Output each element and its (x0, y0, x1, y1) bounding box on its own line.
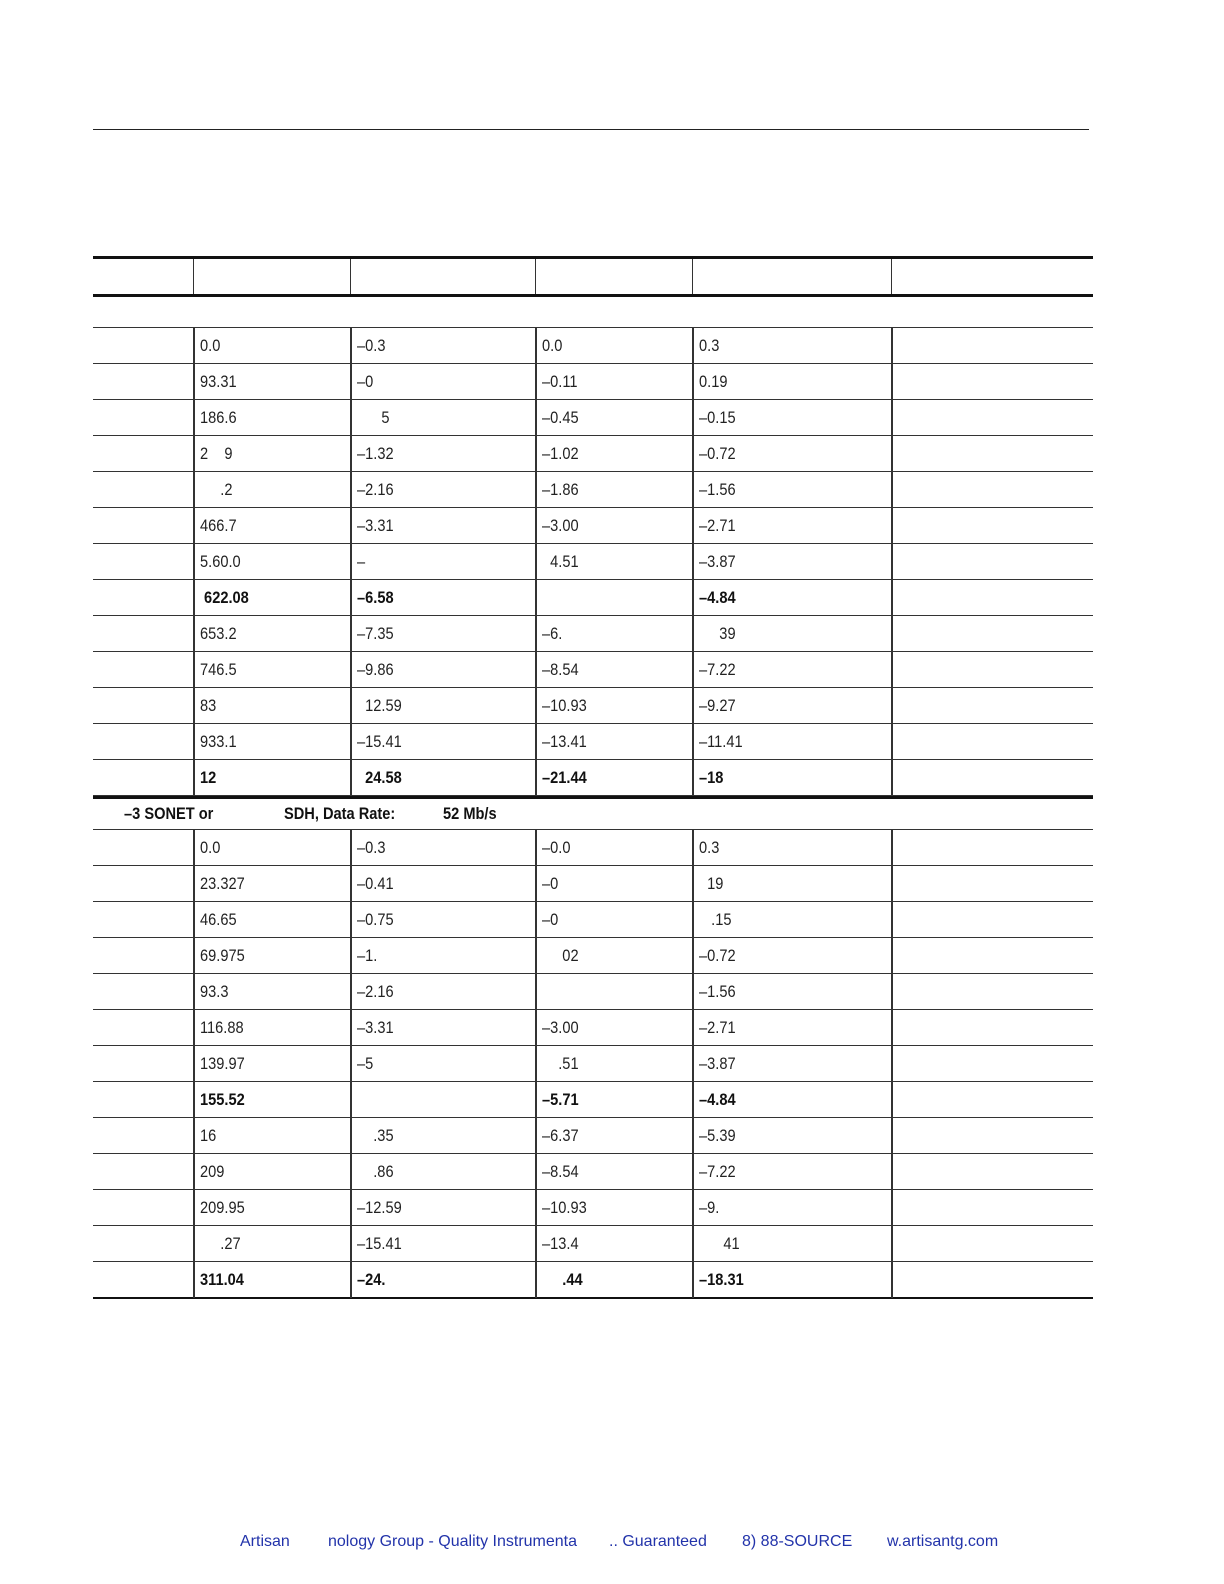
table-row (93, 866, 1093, 902)
column-divider (692, 472, 694, 508)
column-divider (193, 1010, 195, 1046)
table-cell: –11.41 (699, 732, 743, 751)
column-divider (891, 830, 893, 866)
column-divider (193, 508, 195, 544)
column-divider (350, 364, 352, 400)
column-divider (692, 902, 694, 938)
column-divider (891, 1154, 893, 1190)
table-cell: 4.51 (542, 552, 579, 571)
table-cell: 19 (699, 874, 724, 893)
column-divider (535, 652, 537, 688)
column-divider (535, 724, 537, 760)
table-cell: –0 (542, 874, 559, 893)
table-cell: –2.71 (699, 1018, 736, 1037)
column-divider (535, 902, 537, 938)
column-divider (350, 938, 352, 974)
column-divider (350, 866, 352, 902)
table-row (93, 400, 1093, 436)
table-row (93, 436, 1093, 472)
column-divider (692, 580, 694, 616)
table-cell: 0.0 (200, 838, 221, 857)
table-cell: –0.3 (357, 838, 386, 857)
table-row (93, 1190, 1093, 1226)
column-divider (350, 472, 352, 508)
table-cell: .15 (699, 910, 732, 929)
header-divider (891, 259, 892, 294)
table-cell: –0.15 (699, 408, 736, 427)
table-row (93, 328, 1093, 364)
table-cell: 5.60.0 (200, 552, 241, 571)
table-cell: –15.41 (357, 732, 402, 751)
table-cell: –3.31 (357, 1018, 394, 1037)
column-divider (193, 1118, 195, 1154)
top-rule (93, 129, 1089, 130)
column-divider (193, 902, 195, 938)
table-cell: 209.95 (200, 1198, 245, 1217)
column-divider (535, 974, 537, 1010)
table-cell: .51 (542, 1054, 579, 1073)
column-divider (535, 866, 537, 902)
table-cell: .44 (542, 1270, 583, 1289)
table-cell: 0.19 (699, 372, 728, 391)
table-cell: 41 (699, 1234, 740, 1253)
column-divider (535, 1118, 537, 1154)
table-cell: –0 (542, 910, 559, 929)
column-divider (891, 974, 893, 1010)
column-divider (535, 472, 537, 508)
column-divider (692, 830, 694, 866)
column-divider (350, 974, 352, 1010)
table-cell: –3.00 (542, 516, 579, 535)
column-divider (692, 364, 694, 400)
table-cell: .2 (200, 480, 233, 499)
table-row (93, 544, 1093, 580)
section1-heading-row (93, 297, 1093, 328)
column-divider (193, 938, 195, 974)
table-cell: –0.11 (542, 372, 578, 391)
column-divider (350, 1226, 352, 1262)
column-divider (692, 400, 694, 436)
table-cell: –8.54 (542, 660, 579, 679)
footer-text: 8) 88-SOURCE (742, 1533, 853, 1550)
table-cell: 139.97 (200, 1054, 245, 1073)
column-divider (891, 400, 893, 436)
column-divider (193, 1046, 195, 1082)
column-divider (350, 328, 352, 364)
table-cell: –1. (357, 946, 378, 965)
table-cell: –5.71 (542, 1090, 579, 1109)
column-divider (193, 760, 195, 796)
column-divider (350, 436, 352, 472)
table-cell: –9. (699, 1198, 720, 1217)
column-divider (891, 866, 893, 902)
column-divider (350, 1118, 352, 1154)
table-cell: –18.31 (699, 1270, 744, 1289)
table-cell: 0.3 (699, 838, 720, 857)
table-cell: –6.58 (357, 588, 394, 607)
table-cell: 622.08 (200, 588, 249, 607)
table-row (93, 1010, 1093, 1046)
table-row (93, 688, 1093, 724)
column-divider (692, 508, 694, 544)
column-divider (891, 508, 893, 544)
table-cell: –12.59 (357, 1198, 402, 1217)
column-divider (535, 1082, 537, 1118)
column-divider (350, 1010, 352, 1046)
column-divider (692, 1046, 694, 1082)
table-row (93, 616, 1093, 652)
column-divider (692, 724, 694, 760)
table-cell: 311.04 (200, 1270, 244, 1289)
column-divider (350, 902, 352, 938)
table-cell: –0 (357, 372, 374, 391)
table-cell: 24.58 (357, 768, 402, 787)
table-cell: 116.88 (200, 1018, 244, 1037)
table-cell: –0.45 (542, 408, 579, 427)
table-cell: –24. (357, 1270, 386, 1289)
column-divider (692, 938, 694, 974)
column-divider (891, 580, 893, 616)
table-row (93, 760, 1093, 796)
table-cell: 23.327 (200, 874, 245, 893)
column-divider (891, 1082, 893, 1118)
column-divider (193, 364, 195, 400)
table-cell: –0.72 (699, 946, 736, 965)
section2-body (93, 830, 1093, 1299)
column-divider (692, 974, 694, 1010)
column-divider (692, 436, 694, 472)
table-cell: –6. (542, 624, 563, 643)
table-row (93, 1226, 1093, 1262)
table-cell: 16 (200, 1126, 217, 1145)
column-divider (535, 938, 537, 974)
table-row (93, 1082, 1093, 1118)
header-divider (535, 259, 536, 294)
table-cell: –2.71 (699, 516, 736, 535)
column-divider (193, 652, 195, 688)
column-divider (535, 1010, 537, 1046)
table-cell: 2 9 (200, 444, 233, 463)
footer (0, 1533, 1224, 1553)
table-cell: –8.54 (542, 1162, 579, 1181)
table-cell: 83 (200, 696, 217, 715)
column-divider (350, 652, 352, 688)
table-row (93, 1046, 1093, 1082)
column-divider (193, 724, 195, 760)
table-row (93, 1154, 1093, 1190)
column-divider (193, 1082, 195, 1118)
column-divider (891, 1262, 893, 1298)
response-table (93, 256, 1093, 1299)
table-cell: – (357, 552, 366, 571)
table-cell: –7.35 (357, 624, 394, 643)
column-divider (692, 866, 694, 902)
table-row (93, 902, 1093, 938)
column-divider (350, 1154, 352, 1190)
table-cell: –1.56 (699, 480, 736, 499)
column-divider (350, 508, 352, 544)
column-divider (350, 1262, 352, 1298)
column-divider (891, 1226, 893, 1262)
column-divider (350, 400, 352, 436)
column-divider (535, 1190, 537, 1226)
footer-text: .. Guaranteed (609, 1533, 707, 1550)
table-cell: .27 (200, 1234, 241, 1253)
column-divider (692, 544, 694, 580)
table-row (93, 472, 1093, 508)
column-divider (350, 760, 352, 796)
table-cell: –1.02 (542, 444, 579, 463)
column-divider (535, 544, 537, 580)
table-row (93, 652, 1093, 688)
table-cell: –0.41 (357, 874, 394, 893)
table-cell: –10.93 (542, 696, 587, 715)
table-cell: –2.16 (357, 480, 394, 499)
column-divider (193, 866, 195, 902)
table-cell: 5 (357, 408, 390, 427)
column-divider (692, 616, 694, 652)
table-header-row (93, 256, 1093, 297)
table-row (93, 580, 1093, 616)
column-divider (692, 1262, 694, 1298)
table-cell: –5.39 (699, 1126, 736, 1145)
table-cell: –15.41 (357, 1234, 402, 1253)
column-divider (692, 1226, 694, 1262)
column-divider (891, 938, 893, 974)
table-cell: –0.72 (699, 444, 736, 463)
column-divider (692, 1082, 694, 1118)
table-cell: –0.3 (357, 336, 386, 355)
table-cell: 39 (699, 624, 736, 643)
table-cell: 653.2 (200, 624, 237, 643)
header-divider (193, 259, 194, 294)
column-divider (350, 616, 352, 652)
table-cell: 12 (200, 768, 217, 787)
column-divider (193, 1190, 195, 1226)
table-cell: 466.7 (200, 516, 237, 535)
header-divider (350, 259, 351, 294)
table-row (93, 508, 1093, 544)
column-divider (535, 760, 537, 796)
table-row (93, 830, 1093, 866)
column-divider (891, 364, 893, 400)
table-cell: 02 (542, 946, 579, 965)
table-row (93, 364, 1093, 400)
table-cell: 69.975 (200, 946, 245, 965)
column-divider (891, 436, 893, 472)
section2-title-part: SDH, Data Rate: (284, 804, 396, 823)
column-divider (350, 544, 352, 580)
column-divider (891, 688, 893, 724)
column-divider (692, 1190, 694, 1226)
table-cell: 0.0 (200, 336, 221, 355)
column-divider (193, 544, 195, 580)
table-cell: –21.44 (542, 768, 587, 787)
footer-link[interactable]: w.artisantg.com (887, 1533, 999, 1550)
column-divider (692, 688, 694, 724)
table-cell: 0.0 (542, 336, 563, 355)
column-divider (891, 902, 893, 938)
table-cell: –3.87 (699, 1054, 736, 1073)
column-divider (535, 1154, 537, 1190)
table-cell: 209 (200, 1162, 225, 1181)
section2-title-part: 52 Mb/s (443, 804, 497, 823)
column-divider (193, 1226, 195, 1262)
table-cell: –7.22 (699, 660, 736, 679)
column-divider (193, 472, 195, 508)
column-divider (193, 1262, 195, 1298)
table-row (93, 1262, 1093, 1299)
column-divider (193, 328, 195, 364)
table-cell: –13.41 (542, 732, 587, 751)
table-cell: 186.6 (200, 408, 237, 427)
column-divider (891, 724, 893, 760)
column-divider (535, 508, 537, 544)
table-row (93, 1118, 1093, 1154)
table-cell: –1.86 (542, 480, 579, 499)
footer-text: Artisan (240, 1533, 290, 1550)
footer-text: nology Group - Quality Instrumenta (328, 1533, 578, 1550)
column-divider (692, 652, 694, 688)
table-cell: –2.16 (357, 982, 394, 1001)
table-row (93, 974, 1093, 1010)
column-divider (535, 830, 537, 866)
column-divider (535, 400, 537, 436)
table-cell: –3.87 (699, 552, 736, 571)
table-cell: –0.75 (357, 910, 394, 929)
column-divider (891, 544, 893, 580)
column-divider (350, 688, 352, 724)
column-divider (891, 760, 893, 796)
table-cell: 46.65 (200, 910, 237, 929)
column-divider (535, 1226, 537, 1262)
column-divider (350, 580, 352, 616)
column-divider (535, 364, 537, 400)
table-row (93, 724, 1093, 760)
table-cell: 12.59 (357, 696, 402, 715)
column-divider (535, 688, 537, 724)
column-divider (891, 328, 893, 364)
section1-body (93, 328, 1093, 796)
column-divider (692, 1010, 694, 1046)
column-divider (535, 1046, 537, 1082)
column-divider (193, 616, 195, 652)
table-cell: –6.37 (542, 1126, 579, 1145)
column-divider (891, 1046, 893, 1082)
table-cell: –10.93 (542, 1198, 587, 1217)
column-divider (193, 974, 195, 1010)
column-divider (692, 1118, 694, 1154)
table-cell: –9.27 (699, 696, 736, 715)
table-cell: 93.3 (200, 982, 229, 1001)
table-cell: .86 (357, 1162, 394, 1181)
column-divider (193, 688, 195, 724)
column-divider (350, 1046, 352, 1082)
table-cell: –1.56 (699, 982, 736, 1001)
table-cell: 746.5 (200, 660, 237, 679)
column-divider (193, 436, 195, 472)
table-cell: –9.86 (357, 660, 394, 679)
table-cell: 155.52 (200, 1090, 245, 1109)
table-cell: –1.32 (357, 444, 394, 463)
table-cell: –5 (357, 1054, 374, 1073)
column-divider (193, 1154, 195, 1190)
column-divider (350, 1082, 352, 1118)
table-cell: –0.0 (542, 838, 571, 857)
column-divider (891, 652, 893, 688)
column-divider (692, 328, 694, 364)
column-divider (535, 328, 537, 364)
column-divider (535, 1262, 537, 1298)
column-divider (891, 472, 893, 508)
column-divider (193, 580, 195, 616)
section2-heading-row (93, 796, 1093, 830)
column-divider (891, 616, 893, 652)
section2-title-part: –3 SONET or (124, 804, 214, 823)
column-divider (535, 616, 537, 652)
column-divider (891, 1118, 893, 1154)
column-divider (535, 580, 537, 616)
column-divider (193, 400, 195, 436)
table-cell: –3.31 (357, 516, 394, 535)
column-divider (350, 1190, 352, 1226)
column-divider (193, 830, 195, 866)
table-cell: –13.4 (542, 1234, 579, 1253)
table-cell: .35 (357, 1126, 394, 1145)
table-cell: 93.31 (200, 372, 237, 391)
table-cell: –4.84 (699, 588, 736, 607)
column-divider (692, 760, 694, 796)
column-divider (350, 724, 352, 760)
table-cell: –7.22 (699, 1162, 736, 1181)
table-cell: 933.1 (200, 732, 237, 751)
table-row (93, 938, 1093, 974)
column-divider (692, 1154, 694, 1190)
column-divider (350, 830, 352, 866)
column-divider (535, 436, 537, 472)
column-divider (891, 1190, 893, 1226)
table-cell: –3.00 (542, 1018, 579, 1037)
table-cell: 0.3 (699, 336, 720, 355)
header-divider (692, 259, 693, 294)
table-cell: –4.84 (699, 1090, 736, 1109)
table-cell: –18 (699, 768, 724, 787)
column-divider (891, 1010, 893, 1046)
